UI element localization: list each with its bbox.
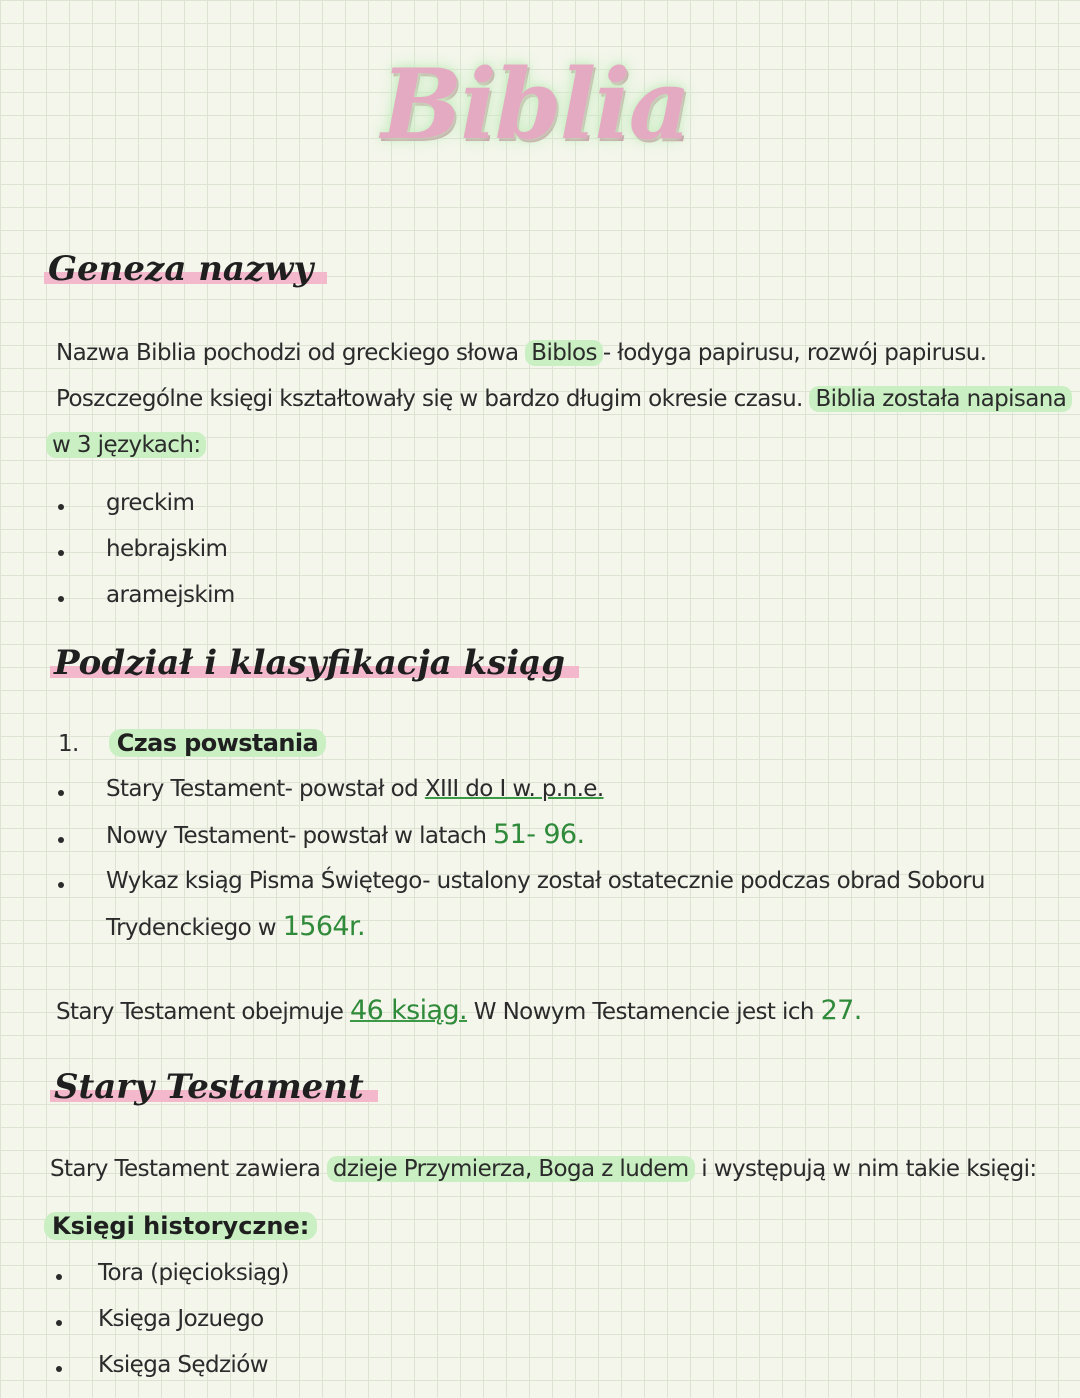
section-heading-geneza: Geneza nazwy	[44, 249, 327, 289]
bullet-icon	[58, 596, 64, 602]
geneza-line-3	[46, 422, 206, 468]
highlight-years: 51- 96.	[493, 819, 585, 850]
bullet-icon	[56, 1274, 62, 1280]
geneza-line-2: Poszczególne księgi kształtowały się w bardzo długim okresie czasu. Biblia została napisana	[56, 376, 1072, 422]
languages-list	[58, 480, 235, 618]
item-title-czas: Czas powstania	[109, 729, 326, 757]
numbered-item-czas: 1. Czas powstania	[58, 720, 326, 767]
stary-intro: Stary Testament zawiera dzieje Przymierza, Boga z ludem i występują w nim takie księgi:	[50, 1156, 1037, 1182]
list-item: Tora (pięcioksiąg)	[56, 1250, 289, 1296]
list-item: greckim	[58, 480, 235, 526]
page-title: Biblia	[381, 48, 689, 161]
highlight-przymierze: dzieje Przymierza, Boga z ludem	[327, 1156, 695, 1182]
bullet-icon	[56, 1366, 62, 1372]
highlight-27: 27.	[820, 995, 862, 1026]
subheading-historyczne: Księgi historyczne:	[44, 1212, 317, 1240]
section-heading-podzial: Podział i klasyfikacja ksiąg	[50, 643, 579, 683]
highlight-biblos: Biblos	[525, 340, 603, 366]
list-item: aramejskim	[58, 572, 235, 618]
bullet-icon	[56, 1320, 62, 1326]
highlight-century: XIII do I w. p.n.e.	[424, 776, 604, 802]
highlight-napisana: Biblia została napisana	[809, 386, 1072, 412]
list-item: Księga Sędziów	[56, 1342, 289, 1388]
books-count-summary: Stary Testament obejmuje 46 ksiąg. W Nowym Testamencie jest ich 27.	[56, 995, 862, 1026]
list-item: Stary Testament- powstał od XIII do I w. p.n.e.	[58, 766, 604, 812]
list-item: Księga Jozuego	[56, 1296, 289, 1342]
geneza-line-1: Nazwa Biblia pochodzi od greckiego słowa Biblos - łodyga papirusu, rozwój papirusu.	[56, 340, 987, 366]
bullet-icon	[58, 837, 64, 843]
bullet-icon	[58, 790, 64, 796]
list-item-continuation: Trydenckiego w 1564r.	[106, 911, 366, 942]
highlight-jezyki: w 3 językach:	[46, 432, 206, 458]
section-heading-stary: Stary Testament	[50, 1067, 378, 1107]
list-item: Wykaz ksiąg Pisma Świętego- ustalony został ostatecznie podczas obrad Soboru	[58, 858, 985, 904]
bullet-icon	[58, 882, 64, 888]
books-list	[56, 1250, 289, 1388]
list-item: hebrajskim	[58, 526, 235, 572]
highlight-46: 46 ksiąg.	[349, 995, 467, 1026]
bullet-icon	[58, 504, 64, 510]
bullet-icon	[58, 550, 64, 556]
highlight-1564: 1564r.	[282, 911, 366, 942]
list-item: Nowy Testament- powstał w latach 51- 96.	[58, 812, 584, 859]
